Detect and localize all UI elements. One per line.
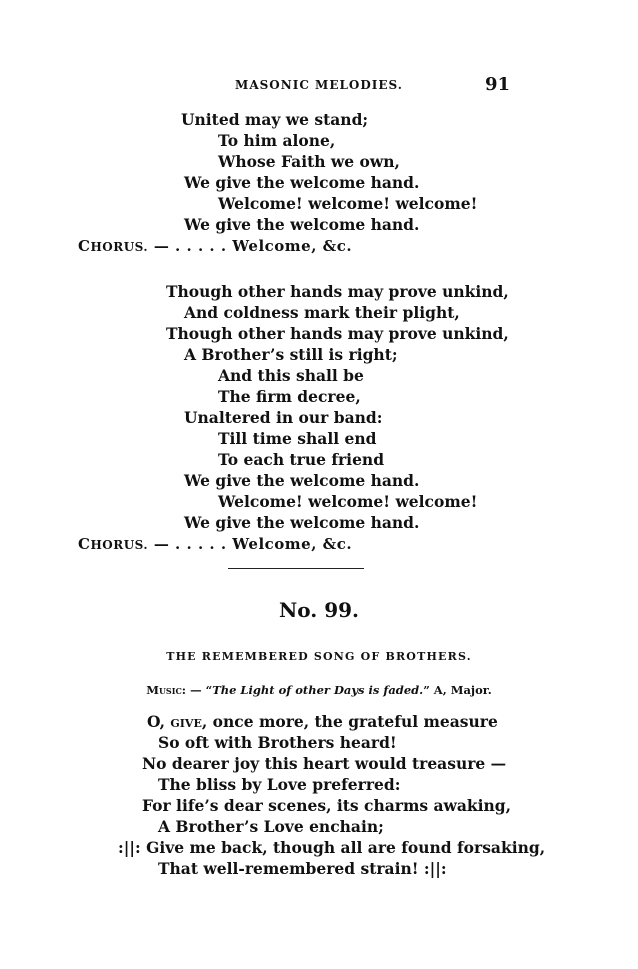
song-line: For life’s dear scenes, its charms awaking,: [142, 796, 512, 815]
verse-line: To each true friend: [218, 450, 385, 469]
chorus-dots: — . . . . .: [148, 237, 227, 255]
verse-line: Though other hands may prove unkind,: [166, 282, 509, 301]
verse-line: Till time shall end: [218, 429, 377, 448]
chorus-text: Welcome, &c.: [226, 237, 353, 255]
verse-line: And coldness mark their plight,: [184, 303, 460, 322]
music-attribution: [0, 683, 638, 697]
verse-line: Though other hands may prove unkind,: [166, 324, 509, 343]
chorus-text: Welcome, &c.: [226, 535, 353, 553]
page-number: 91: [484, 74, 510, 95]
chorus-label-initial: C: [78, 535, 91, 553]
chorus-label-initial: C: [78, 237, 91, 255]
verse-line: Whose Faith we own,: [218, 152, 400, 171]
verse-line: Welcome! welcome! welcome!: [218, 194, 478, 213]
song-title: THE REMEMBERED SONG OF BROTHERS.: [166, 650, 472, 663]
section-divider: [228, 568, 364, 569]
song-number: No. 99.: [279, 598, 359, 622]
verse-line: United may we stand;: [181, 110, 369, 129]
verse-line: We give the welcome hand.: [184, 513, 420, 532]
song-line: :||: Give me back, though all are found forsaking,: [118, 838, 546, 857]
song-line: No dearer joy this heart would treasure —: [142, 754, 507, 773]
verse-line: Welcome! welcome! welcome!: [218, 492, 478, 511]
chorus-direction: [78, 534, 352, 555]
verse-line: We give the welcome hand.: [184, 215, 420, 234]
verse-line: The firm decree,: [218, 387, 361, 406]
first-line-word: O,: [147, 712, 171, 731]
song-line: A Brother’s Love enchain;: [158, 817, 384, 836]
verse-line: Unaltered in our band:: [184, 408, 383, 427]
verse-line: To him alone,: [218, 131, 336, 150]
verse-line: A Brother’s still is right;: [184, 345, 398, 364]
music-tune: The Light of other Days is faded.: [212, 683, 424, 697]
song-line: The bliss by Love preferred:: [158, 775, 401, 794]
first-line-smallcaps: give: [170, 712, 202, 731]
verse-line: We give the welcome hand.: [184, 471, 420, 490]
chorus-dots: — . . . . .: [148, 535, 227, 553]
song-first-line: [147, 712, 498, 732]
running-title: MASONIC MELODIES.: [235, 78, 403, 92]
music-label: Music:: [146, 683, 187, 697]
song-line: So oft with Brothers heard!: [158, 733, 397, 752]
verse-line: We give the welcome hand.: [184, 173, 420, 192]
music-dash: — “: [186, 683, 213, 697]
music-key: ” A, Major.: [423, 683, 492, 697]
chorus-label: HORUS.: [90, 240, 149, 254]
first-line-rest: , once more, the grateful measure: [201, 712, 498, 731]
verse-line: And this shall be: [218, 366, 364, 385]
song-line: That well-remembered strain! :||:: [158, 859, 447, 878]
chorus-label: HORUS.: [90, 538, 149, 552]
chorus-direction: [78, 236, 352, 257]
